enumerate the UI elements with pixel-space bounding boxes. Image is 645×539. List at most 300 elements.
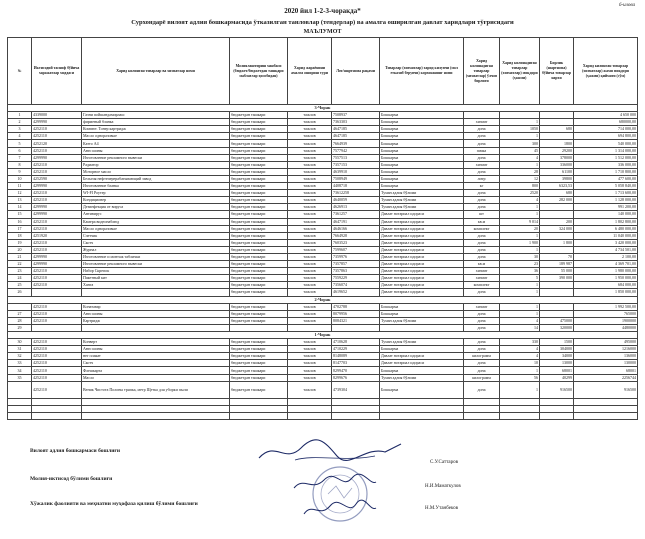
table-cell: тажлов [288, 112, 332, 119]
table-cell: Давлат нотариал идораси [380, 218, 464, 225]
table-cell [32, 398, 82, 405]
table-cell: Изготовление рекламного вывески [82, 154, 230, 161]
table-cell: 1800 [540, 140, 574, 147]
table-row [8, 119, 638, 126]
table-cell: 3 [8, 126, 32, 133]
table-cell: тажлов [288, 381, 332, 398]
table-cell: дона [464, 317, 500, 324]
table-cell: 200 [540, 218, 574, 225]
table-cell: 4710628 [332, 339, 380, 346]
table-cell: 17 [8, 225, 32, 232]
table-cell: 4252110 [32, 346, 82, 353]
table-cell: бюджетдан ташкари [230, 317, 288, 324]
table-cell: 1 [500, 303, 540, 310]
table-cell: 35 [8, 374, 32, 381]
column-header: Лот/шартнома рақами [332, 38, 380, 105]
table-cell: бюджетдан ташкари [230, 353, 288, 360]
table-cell [540, 412, 574, 419]
table-cell: тажлов [288, 374, 332, 381]
table-cell: 1 [500, 161, 540, 168]
table-cell: 7664939 [332, 140, 380, 147]
table-cell: 7 [8, 154, 32, 161]
table-cell [8, 381, 32, 398]
table-cell [288, 412, 332, 419]
table-cell: Флешкарта [82, 367, 230, 374]
annex-label: 6-илова [618, 3, 635, 8]
table-cell: Веник Чистота Полоны тряпка, метр Щетка для уборки пыли [82, 381, 230, 398]
table-cell: бюджетдан ташкари [230, 367, 288, 374]
table-cell: 4 [500, 317, 540, 324]
table-cell: 30 [8, 339, 32, 346]
table-header-row [8, 38, 638, 105]
table-cell: 336 000,00 [574, 161, 638, 168]
table-cell: тажлов [288, 119, 332, 126]
table-cell: Масло одноразовые [82, 133, 230, 140]
table-cell: Туман адлия бўлими [380, 339, 464, 346]
table-cell: 4640059 [332, 197, 380, 204]
table-cell: Давлат нотариал идораси [380, 261, 464, 268]
table-cell: Давлат нотариал идораси [380, 275, 464, 282]
table-cell: бюджетдан ташкари [230, 161, 288, 168]
table-cell: 7359976 [332, 253, 380, 260]
table-row [8, 204, 638, 211]
table-cell: 14 [8, 204, 32, 211]
table-cell [8, 398, 32, 405]
table-cell [540, 398, 574, 405]
table-cell: 73612258 [332, 190, 380, 197]
table-cell: 40299 [540, 374, 574, 381]
table-cell: бюджетдан ташкари [230, 282, 288, 289]
table-cell: 1 800 [540, 239, 574, 246]
table-cell: 56 [500, 374, 540, 381]
table-cell: 4252110 [32, 190, 82, 197]
table-cell: 4252110 [32, 168, 82, 175]
table-cell: хизмат [464, 275, 500, 282]
table-cell: 1 710 800,00 [574, 168, 638, 175]
table-cell: бюджетдан ташкари [230, 381, 288, 398]
table-cell: 7603523 [332, 239, 380, 246]
table-cell: 2 100,00 [574, 253, 638, 260]
table-cell: 4252120 [32, 140, 82, 147]
table-cell: 4252110 [32, 239, 82, 246]
table-row [8, 289, 638, 296]
table-cell: 4647185 [332, 126, 380, 133]
table-cell: бюджетдан ташкари [230, 246, 288, 253]
table-cell: 4299990 [32, 253, 82, 260]
table-cell: хизмат [464, 303, 500, 310]
table-cell: 28 [500, 168, 540, 175]
table-cell: бюджетдан ташкари [230, 175, 288, 182]
table-cell: 7557513 [332, 154, 380, 161]
table-row [8, 168, 638, 175]
table-cell: 5 [500, 275, 540, 282]
table-cell: дона [464, 310, 500, 317]
table-cell: бюджетдан ташкари [230, 154, 288, 161]
table-row [8, 268, 638, 275]
table-cell: 8079956 [332, 310, 380, 317]
table-cell: 6 480 000,00 [574, 225, 638, 232]
table-row [8, 154, 638, 161]
table-cell: 14 [500, 324, 540, 331]
table-cell: 20 [500, 225, 540, 232]
section-label: 3-Чорак [8, 105, 638, 112]
table-cell: бюджетдан ташкари [230, 190, 288, 197]
table-cell: тажлов [288, 126, 332, 133]
procurement-table [7, 37, 638, 420]
table-cell: тажлов [288, 282, 332, 289]
table-cell: дона [464, 154, 500, 161]
table-cell: Бошкарма [380, 175, 464, 182]
table-cell: Антивирус [82, 211, 230, 218]
table-cell: 477 600,00 [574, 175, 638, 182]
table-cell: Изготовление бланка [82, 183, 230, 190]
table-cell [332, 324, 380, 331]
table-cell: Бельгия нефтеперерабатывающий завод [82, 175, 230, 182]
table-cell: Бошкарма [380, 161, 464, 168]
table-cell [540, 405, 574, 412]
table-cell: 4299990 [32, 183, 82, 190]
table-cell: Конатавар [82, 303, 230, 310]
table-cell: бюджетдан ташкари [230, 346, 288, 353]
table-cell: 680 [540, 190, 574, 197]
table-cell: 12 [8, 190, 32, 197]
table-cell: 4 [500, 353, 540, 360]
table-cell: 4647191 [332, 218, 380, 225]
table-cell: Масло одноразовые [82, 225, 230, 232]
table-cell: Набор Скрепок [82, 268, 230, 275]
column-header: Харид килинган товарлар ва хизматлар номи [82, 38, 230, 105]
table-row [8, 147, 638, 154]
table-cell: Давлат нотариал идораси [380, 253, 464, 260]
table-cell: 4 [500, 154, 540, 161]
table-cell: 33 [8, 360, 32, 367]
table-cell: Туман адлия бўлими [380, 197, 464, 204]
table-cell: 1 [500, 381, 540, 398]
table-cell: тажлов [288, 175, 332, 182]
table-cell: тажлов [288, 303, 332, 310]
table-cell: тажлов [288, 289, 332, 296]
table-row [8, 324, 638, 331]
table-cell: 282 000 [540, 197, 574, 204]
table-cell: 19 [8, 239, 32, 246]
table-cell: 1 314 000,00 [574, 147, 638, 154]
table-row [8, 303, 638, 310]
table-cell: Изготовление рекламного вывески [82, 261, 230, 268]
table-cell: 4252110 [32, 197, 82, 204]
table-cell: дона [464, 204, 500, 211]
table-cell: тажлов [288, 275, 332, 282]
table-cell: тажлов [288, 246, 332, 253]
table-cell: 45 [500, 147, 540, 154]
table-cell: хизмат [464, 161, 500, 168]
table-cell: шт [464, 211, 500, 218]
table-cell [288, 405, 332, 412]
table-cell: Скотч [82, 239, 230, 246]
table-cell: бюджетдан ташкари [230, 168, 288, 175]
table-cell: 136000 [574, 353, 638, 360]
table-cell [540, 246, 574, 253]
table-cell: 29 [8, 324, 32, 331]
table-cell: Бошкарма [380, 168, 464, 175]
table-row [8, 253, 638, 260]
table-cell: 16 [8, 218, 32, 225]
table-cell: тажлов [288, 317, 332, 324]
table-cell [288, 398, 332, 405]
empty-row [8, 405, 638, 412]
table-cell [230, 405, 288, 412]
table-cell: Туман адлия бўлими [380, 190, 464, 197]
table-cell: Авто шины [82, 346, 230, 353]
table-cell: 8084321 [332, 317, 380, 324]
table-cell: тажлов [288, 204, 332, 211]
table-cell: 1 [500, 211, 540, 218]
table-cell: 1 900 [500, 239, 540, 246]
column-header: Харид килинадиган товарлар (хизматлар) ўлчов бирлиги [464, 38, 500, 105]
table-cell: бюджетдан ташкари [230, 374, 288, 381]
table-cell: 29200 [540, 147, 574, 154]
table-cell [540, 289, 574, 296]
table-cell [380, 398, 464, 405]
document-title: 2020 йил 1-2-3-чоракда* [284, 7, 361, 15]
table-cell [500, 412, 540, 419]
table-cell: дона [464, 232, 500, 239]
table-cell [574, 398, 638, 405]
table-cell: 1 [500, 232, 540, 239]
table-row [8, 175, 638, 182]
table-cell: 1 [500, 282, 540, 289]
table-cell [82, 405, 230, 412]
table-cell: тажлов [288, 360, 332, 367]
table-row [8, 190, 638, 197]
table-row [8, 360, 638, 367]
table-cell: тажлов [288, 183, 332, 190]
table-cell: 680 [540, 126, 574, 133]
table-cell: 1 [500, 133, 540, 140]
table-cell: 34000 [540, 353, 574, 360]
column-header: Харид килинган товарлар (хизматлар) жами миқдори (ҳажми) қиймати (сўм) [574, 38, 638, 105]
table-cell: 24 [8, 275, 32, 282]
table-cell: нег плакат [82, 353, 230, 360]
table-cell: 684 000,00 [574, 282, 638, 289]
table-cell: 4739304 [332, 381, 380, 398]
table-cell: 4 734 501,00 [574, 246, 638, 253]
table-cell: Давлат нотариал идораси [380, 239, 464, 246]
table-cell: 13 [8, 197, 32, 204]
table-cell: Авто шины [82, 310, 230, 317]
table-cell: тажлов [288, 133, 332, 140]
table-cell: бюджетдан ташкари [230, 211, 288, 218]
table-cell: бюджетдан ташкари [230, 261, 288, 268]
table-cell: 3 420 000,00 [574, 239, 638, 246]
table-cell [540, 282, 574, 289]
table-cell: 1050 [500, 126, 540, 133]
table-cell: 4480000 [574, 324, 638, 331]
table-cell: кв.м [464, 218, 500, 225]
section-label: 2-Чорак [8, 296, 638, 303]
table-row [8, 367, 638, 374]
table-cell [540, 133, 574, 140]
table-cell: 4252110 [32, 374, 82, 381]
table-cell: Катто А4 [82, 140, 230, 147]
table-cell: Бошкарма [380, 367, 464, 374]
table-cell: 7361257 [332, 211, 380, 218]
table-cell: 1 [8, 112, 32, 119]
table-cell [332, 405, 380, 412]
table-cell [32, 289, 82, 296]
table-cell: Масло [82, 374, 230, 381]
table-cell: 10 [500, 360, 540, 367]
table-cell: 1 128 000,00 [574, 197, 638, 204]
table-cell: 36 [500, 268, 540, 275]
table-row [8, 197, 638, 204]
table-cell: тажлов [288, 346, 332, 353]
table-row [8, 317, 638, 324]
table-cell: бюджетдан ташкари [230, 225, 288, 232]
table-cell: 15 [8, 211, 32, 218]
table-cell [500, 112, 540, 119]
table-cell: 2520 [500, 190, 540, 197]
table-cell: 4299990 [32, 119, 82, 126]
empty-row [8, 398, 638, 405]
table-cell: 304000 [540, 346, 574, 353]
section-row [8, 296, 638, 303]
table-cell: 30 [500, 253, 540, 260]
table-body [8, 105, 638, 420]
signature-name-3: Н.М.Утанбеков [425, 506, 458, 511]
table-cell: тажлов [288, 154, 332, 161]
table-cell: 4252110 [32, 133, 82, 140]
table-cell: Компют. Тонер картридж [82, 126, 230, 133]
table-cell: килограмм [464, 374, 500, 381]
table-cell: дона [464, 289, 500, 296]
table-cell: 1 980 000,00 [574, 268, 638, 275]
table-cell: 68001 [574, 367, 638, 374]
table-cell: бюджетдан ташкари [230, 140, 288, 147]
table-row [8, 310, 638, 317]
table-cell: 800 [500, 183, 540, 190]
table-cell: Бошкарма [380, 154, 464, 161]
table-cell: пачка [464, 147, 500, 154]
table-cell: 28 [8, 317, 32, 324]
table-cell: дона [464, 381, 500, 398]
table-row [8, 183, 638, 190]
table-cell: 6323,53 [540, 183, 574, 190]
table-row [8, 218, 638, 225]
table-cell: тажлов [288, 225, 332, 232]
table-cell: дона [464, 346, 500, 353]
table-row [8, 161, 638, 168]
table-cell [540, 211, 574, 218]
table-cell: 10 [8, 175, 32, 182]
table-cell: 4252110 [32, 367, 82, 374]
table-cell: 4252110 [32, 310, 82, 317]
table-cell: тажлов [288, 310, 332, 317]
table-row [8, 239, 638, 246]
table-cell [82, 398, 230, 405]
table-cell: 4299990 [32, 154, 82, 161]
table-cell: 8 [8, 161, 32, 168]
table-cell: 4 650 000 [574, 112, 638, 119]
table-cell: 4252110 [32, 339, 82, 346]
table-cell: 1 992 500,00 [574, 303, 638, 310]
table-cell: тажлов [288, 353, 332, 360]
table-row [8, 339, 638, 346]
table-cell: бюджетдан ташкари [230, 275, 288, 282]
table-cell: 140 000,00 [574, 211, 638, 218]
table-cell [82, 289, 230, 296]
table-cell: 27 [8, 310, 32, 317]
table-cell: Бошкарма [380, 140, 464, 147]
table-cell: 1 [500, 204, 540, 211]
table-cell: 22 [8, 261, 32, 268]
table-cell: бюджетдан ташкари [230, 197, 288, 204]
column-header: Товарлар (хизматлар) харид килувчи (мол етказиб берувчи) корхонанинг номи [380, 38, 464, 105]
table-cell: 4252110 [32, 303, 82, 310]
table-cell: тажлов [288, 253, 332, 260]
table-cell: 61100 [540, 168, 574, 175]
table-cell: тажлов [288, 140, 332, 147]
table-cell: 4299990 [32, 211, 82, 218]
table-cell: 12 [500, 175, 540, 182]
table-cell: 4408718 [332, 183, 380, 190]
table-cell: 11 040 000,00 [574, 232, 638, 239]
table-cell: бюджетдан ташкари [230, 126, 288, 133]
table-cell: 9 [8, 168, 32, 175]
table-cell: 1 512 000,00 [574, 154, 638, 161]
table-cell: 680000,00 [574, 119, 638, 126]
table-cell: Бошкарма [380, 119, 464, 126]
table-row [8, 211, 638, 218]
table-cell: 540 000,00 [574, 140, 638, 147]
table-row [8, 346, 638, 353]
table-cell: 4252110 [32, 246, 82, 253]
section-row [8, 332, 638, 339]
table-cell: 1 950 000,00 [574, 275, 638, 282]
table-cell: комплект [464, 282, 500, 289]
table-cell: тажлов [288, 268, 332, 275]
table-cell: Пакетный кит [82, 275, 230, 282]
table-cell: тажлов [288, 367, 332, 374]
table-cell: 378000 [540, 154, 574, 161]
table-cell [574, 405, 638, 412]
table-cell: тажлов [288, 197, 332, 204]
signature-role-2: Молия-иктисод бўлими бошлиғи [30, 476, 113, 482]
table-cell: бюджетдан ташкари [230, 239, 288, 246]
table-cell: 694 800,00 [574, 133, 638, 140]
table-cell: килограмм [464, 353, 500, 360]
table-cell: кг [464, 183, 500, 190]
table-cell: 4252110 [32, 218, 82, 225]
table-cell: бюджетдан ташкари [230, 310, 288, 317]
table-cell: Бошкарма [380, 112, 464, 119]
table-cell: 4252110 [32, 161, 82, 168]
document-subtitle: Сурхондарё вилоят адлия бошкармасида ўтказилган танловлар (тендерлар) ва амалга оширилган давлат харидлари тўғрисидаги [131, 19, 514, 26]
table-cell [8, 412, 32, 419]
table-cell: 4252110 [32, 225, 82, 232]
table-cell [540, 232, 574, 239]
table-cell: Камера видеонаблюд [82, 218, 230, 225]
signature-scribble-1 [255, 438, 405, 466]
table-cell: 68001 [540, 367, 574, 374]
table-cell: Туман адлия бўлими [380, 204, 464, 211]
table-cell: 4252110 [32, 275, 82, 282]
table-cell: тажлов [288, 168, 332, 175]
table-cell: Радиатор [82, 161, 230, 168]
table-cell: Изготовление и монтаж таблички [82, 253, 230, 260]
table-cell: тажлов [288, 190, 332, 197]
table-cell: тажлов [288, 161, 332, 168]
table-cell [32, 405, 82, 412]
